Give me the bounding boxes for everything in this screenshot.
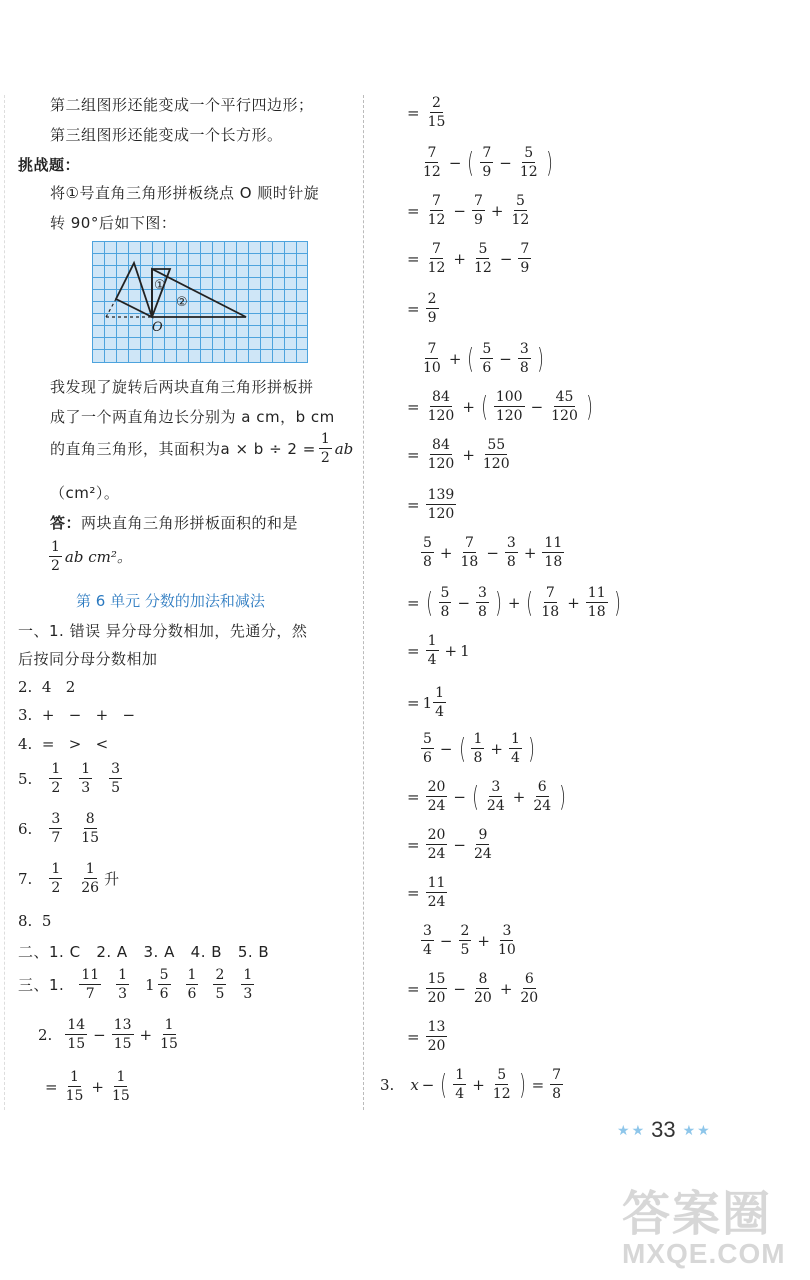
step-i2: = $\frac{15}{20}$ − $\frac{8}{20}$ + $\frac{6}{20}$ — [407, 971, 539, 1006]
step-f2: = $\frac{84}{120}$ + ( $\frac{100}{120}$ − $\frac{45}{120}$ ) — [407, 389, 593, 424]
step-e2: $\frac{7}{12}$ − ( $\frac{7}{9}$ − $\frac{5}{12}$ ) — [423, 145, 553, 180]
challenge-line-1: 将①号直角三角形拼板绕点 O 顺时针旋 — [50, 184, 320, 202]
section-3-q2-step: = $\frac{1}{15}$ + $\frac{1}{15}$ — [45, 1069, 130, 1104]
area-fraction: $\frac{1}{2}$ — [320, 431, 330, 466]
label-2: ② — [176, 295, 188, 310]
question-2: 2. 4 2 — [18, 678, 76, 696]
step-g3: = $\frac{1}{4}$ + 1 — [407, 633, 470, 668]
star-icon: ★ — [682, 1121, 696, 1138]
step-e4: = $\frac{7}{12}$ + $\frac{5}{12}$ − $\frac{7}{9}$ — [407, 241, 530, 276]
question-4: 4. = > < — [18, 735, 109, 753]
section-2: 二、1. C 2. A 3. A 4. B 5. B — [18, 943, 270, 961]
answer-line: 答：两块直角三角形拼板面积的和是 — [50, 514, 299, 532]
question-8: 8. 5 — [18, 912, 52, 930]
star-icon: ★ — [631, 1121, 645, 1138]
left-paragraph-2: 第三组图形还能变成一个长方形。 — [50, 126, 283, 144]
challenge-line-2: 转 90°后如下图： — [50, 214, 177, 232]
step-f1: $\frac{7}{10}$ + ( $\frac{5}{6}$ − $\frac{3}{8}$ ) — [423, 341, 544, 376]
find-line-3: 的直角三角形，其面积为a × b ÷ 2 = $\frac{1}{2}$ ab — [50, 431, 354, 466]
question-6: 6. $\frac{3}{7}$ $\frac{8}{15}$ — [18, 811, 100, 846]
question-3-equation: 3. x − ( $\frac{1}{4}$ + $\frac{5}{12}$ ) = $\frac{7}{8}$ — [380, 1067, 562, 1102]
answer-line-2: $\frac{1}{2}$ ab cm²。 — [51, 539, 132, 574]
step-i1: $\frac{3}{4}$ − $\frac{2}{5}$ + $\frac{3}{10}$ — [423, 923, 516, 958]
watermark-line-2: MXQE.COM — [622, 1238, 786, 1269]
left-margin-line — [4, 95, 5, 1110]
label-o: O — [152, 320, 163, 335]
question-3: 3. + − + − — [18, 706, 136, 724]
left-paragraph-1: 第二组图形还能变成一个平行四边形； — [50, 96, 314, 114]
challenge-title: 挑战题： — [18, 156, 81, 174]
page-number — [616, 1117, 711, 1143]
step-e3: = $\frac{7}{12}$ − $\frac{7}{9}$ + $\frac{5}{12}$ — [407, 193, 530, 228]
section-3-q2: 2. $\frac{14}{15}$ − $\frac{13}{15}$ + $\frac{1}{15}$ — [38, 1017, 178, 1052]
star-icon: ★ — [697, 1121, 710, 1138]
question-5: 5. $\frac{1}{2}$ $\frac{1}{3}$ $\frac{3}{5}$ — [18, 761, 121, 796]
step-r1: = $\frac{2}{15}$ — [407, 95, 446, 130]
step-i3: = $\frac{13}{20}$ — [407, 1019, 446, 1054]
step-r5: = $\frac{2}{9}$ — [407, 291, 437, 326]
column-divider — [363, 95, 364, 1110]
find-line-1: 我发现了旋转后两块直角三角形拼板拼 — [50, 378, 314, 396]
step-h3: = $\frac{20}{24}$ − $\frac{9}{24}$ — [407, 827, 492, 862]
step-h4: = $\frac{11}{24}$ — [407, 875, 446, 910]
step-f3: = $\frac{84}{120}$ + $\frac{55}{120}$ — [407, 437, 510, 472]
find-line-4: （cm²）。 — [50, 484, 120, 502]
star-icon: ★ — [617, 1121, 630, 1138]
step-h1: $\frac{5}{6}$ − ( $\frac{1}{8}$ + $\frac{1}{4}$ ) — [423, 731, 535, 766]
question-7: 7. $\frac{1}{2}$ $\frac{1}{26}$ 升 — [18, 861, 120, 896]
step-g4: = 1 $\frac{1}{4}$ — [407, 685, 445, 720]
label-1: ① — [154, 278, 166, 293]
step-g2: = ( $\frac{5}{8}$ − $\frac{3}{8}$ ) + ( $\frac{7}{18}$ + $\frac{11}{18}$ ) — [407, 585, 621, 620]
page-number-value: 33 — [651, 1117, 676, 1142]
section-1-line-2: 后按同分母分数相加 — [18, 650, 158, 668]
rotation-figure — [92, 241, 308, 363]
section-1-line-1: 一、1. 错误 异分母分数相加，先通分，然 — [18, 622, 308, 640]
answer-fraction: $\frac{1}{2}$ — [51, 539, 60, 574]
unit-title: 第 6 单元 分数的加法和减法 — [76, 592, 265, 610]
find-line-3-text: 的直角三角形，其面积为a × b ÷ 2 = — [50, 440, 316, 458]
section-3-q1: 三、1. $\frac{11}{7}$ $\frac{1}{3}$ 1 $\frac{5}{6}$ $\frac{1}{6}$ $\frac{2}{5}$ $\frac{1}{3}$ — [18, 967, 253, 1002]
find-line-2: 成了一个两直角边长分别为 a cm，b cm — [50, 408, 335, 426]
watermark-line-1: 答案圈 — [622, 1186, 773, 1242]
step-h2: = $\frac{20}{24}$ − ( $\frac{3}{24}$ + $\frac{6}{24}$ ) — [407, 779, 566, 814]
step-g1: $\frac{5}{8}$ + $\frac{7}{18}$ − $\frac{3}{8}$ + $\frac{11}{18}$ — [423, 535, 563, 570]
step-f4: = $\frac{139}{120}$ — [407, 487, 455, 522]
watermark — [622, 1186, 802, 1270]
